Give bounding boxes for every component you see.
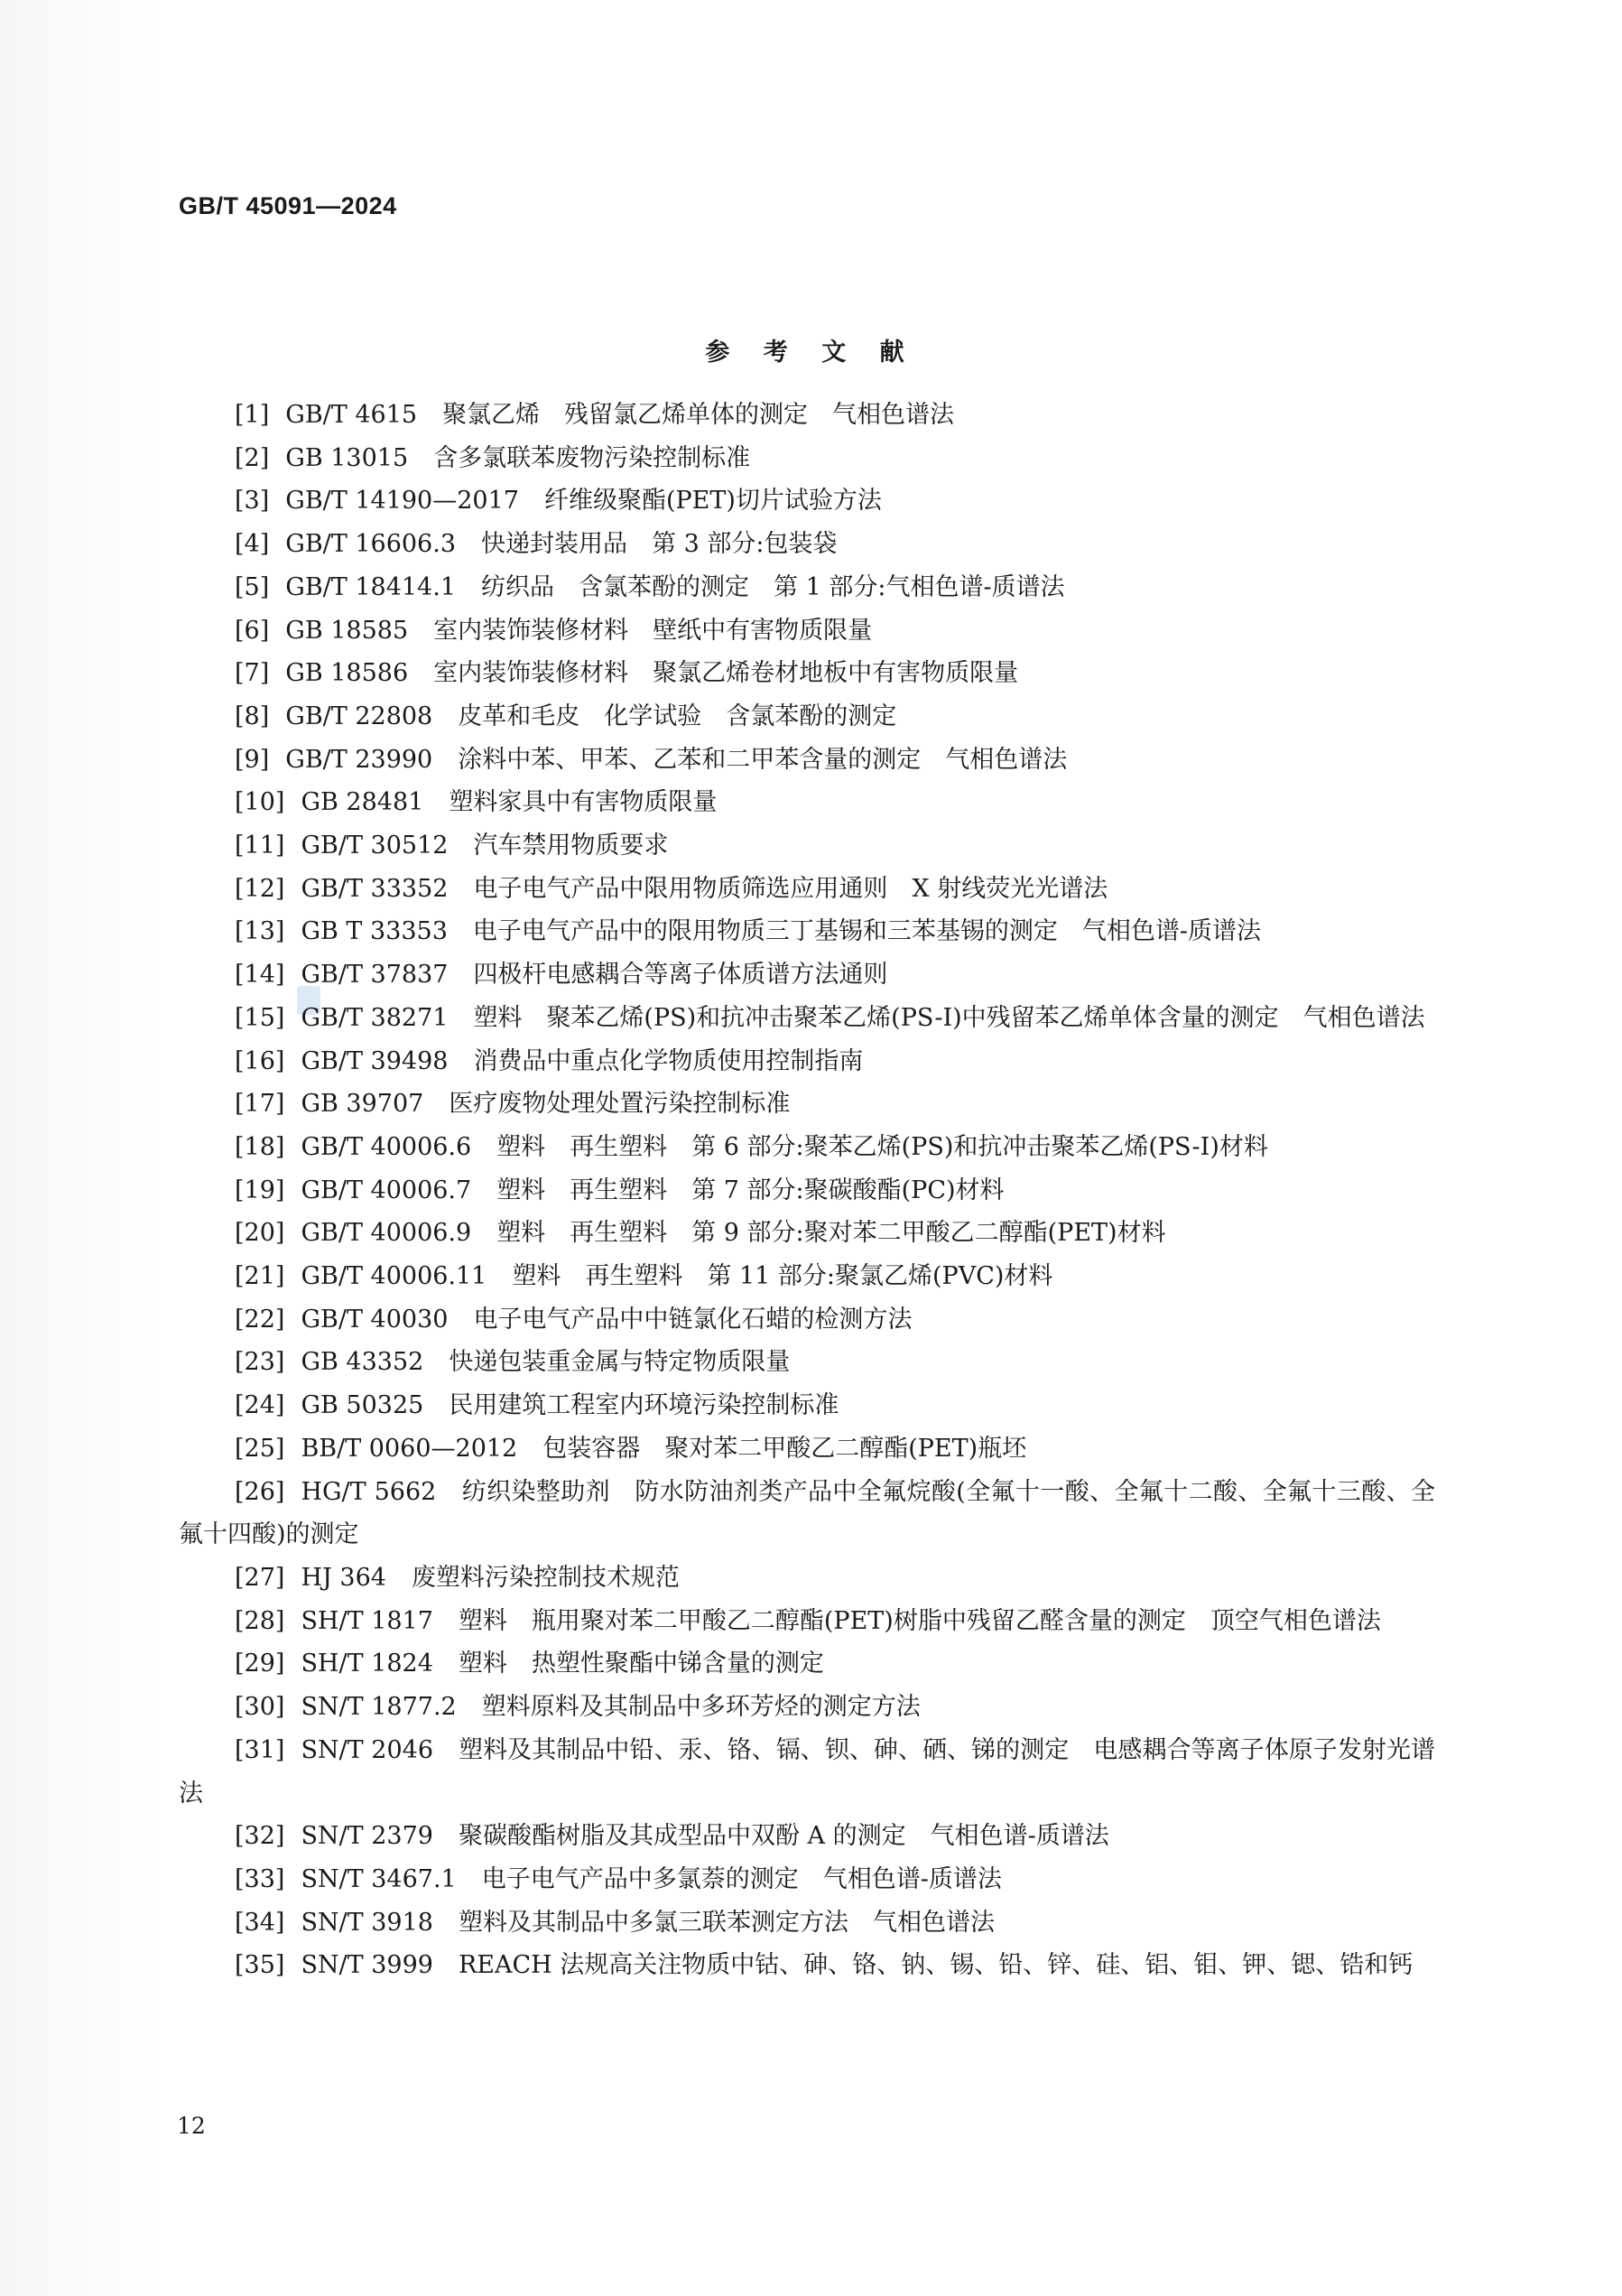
reference-number: [22]	[235, 1305, 285, 1334]
reference-item	[179, 1729, 1435, 1815]
reference-item	[179, 1944, 1435, 1987]
reference-title: 电子电气产品中多氯萘的测定 气相色谱-质谱法	[481, 1864, 1002, 1893]
reference-code: BB/T 0060—2012	[301, 1434, 518, 1463]
page-number: 12	[177, 2113, 206, 2139]
reference-title: 塑料 热塑性聚酯中锑含量的测定	[458, 1650, 824, 1678]
reference-item	[179, 739, 1435, 782]
reference-number: [26]	[235, 1477, 285, 1506]
reference-number: [34]	[235, 1908, 285, 1937]
reference-item	[179, 1255, 1435, 1298]
reference-title: 汽车禁用物质要求	[473, 832, 669, 860]
reference-item	[179, 1686, 1435, 1729]
reference-item	[179, 1298, 1435, 1342]
reference-number: [6]	[235, 616, 270, 645]
reference-item	[179, 1083, 1435, 1126]
reference-number: [10]	[235, 788, 285, 817]
reference-number: [3]	[235, 487, 270, 516]
reference-number: [29]	[235, 1650, 285, 1678]
reference-title: 纺织染整助剂 防水防油剂类产品中全氟烷酸(全氟十一酸、全氟十二酸、全氟十三酸、全氟十四酸)的测定	[179, 1477, 1435, 1549]
reference-number: [33]	[235, 1864, 285, 1893]
section-title: 参 考 文 献	[705, 339, 917, 367]
reference-number: [35]	[235, 1951, 285, 1980]
reference-code: GB 18585	[285, 616, 409, 645]
reference-title: 塑料及其制品中多氯三联苯测定方法 气相色谱法	[458, 1908, 995, 1937]
reference-item	[179, 1642, 1435, 1686]
reference-title: 塑料 再生塑料 第 11 部分:聚氯乙烯(PVC)材料	[512, 1262, 1053, 1291]
reference-item	[179, 953, 1435, 997]
reference-number: [12]	[235, 874, 285, 903]
reference-code: GB/T 22808	[285, 702, 433, 730]
reference-number: [16]	[235, 1046, 285, 1075]
reference-code: GB/T 30512	[301, 832, 449, 860]
reference-title: 消费品中重点化学物质使用控制指南	[473, 1046, 864, 1075]
reference-code: GB/T 38271	[301, 1003, 449, 1032]
reference-number: [8]	[235, 702, 270, 730]
reference-code: SH/T 1817	[301, 1606, 433, 1635]
reference-number: [32]	[235, 1822, 285, 1851]
reference-item	[179, 1427, 1435, 1471]
reference-number: [21]	[235, 1262, 285, 1291]
reference-code: SN/T 3918	[301, 1908, 433, 1937]
reference-title: 塑料 再生塑料 第 9 部分:聚对苯二甲酸乙二醇酯(PET)材料	[496, 1219, 1166, 1248]
reference-code: GB/T 39498	[301, 1046, 449, 1075]
reference-item	[179, 910, 1435, 953]
reference-title: 快递封装用品 第 3 部分:包装袋	[481, 530, 838, 559]
reference-item	[179, 1212, 1435, 1255]
reference-code: GB/T 18414.1	[285, 572, 456, 601]
reference-item	[179, 824, 1435, 868]
reference-number: [28]	[235, 1606, 285, 1635]
reference-title: 涂料中苯、甲苯、乙苯和二甲苯含量的测定 气相色谱法	[458, 745, 1068, 774]
reference-title: 塑料家具中有害物质限量	[449, 788, 718, 817]
reference-title: 包装容器 聚对苯二甲酸乙二醇酯(PET)瓶坯	[542, 1434, 1027, 1463]
reference-title: 快递包装重金属与特定物质限量	[449, 1348, 791, 1377]
reference-item	[179, 1557, 1435, 1600]
reference-code: GB/T 40006.9	[301, 1219, 472, 1248]
reference-title: 塑料原料及其制品中多环芳烃的测定方法	[481, 1693, 921, 1722]
reference-title: 室内装饰装修材料 聚氯乙烯卷材地板中有害物质限量	[433, 659, 1019, 688]
reference-title: 电子电气产品中的限用物质三丁基锡和三苯基锡的测定 气相色谱-质谱法	[472, 917, 1262, 946]
standard-id-header: GB/T 45091—2024	[179, 192, 397, 219]
reference-title: 皮革和毛皮 化学试验 含氯苯酚的测定	[458, 702, 897, 730]
reference-item	[179, 479, 1435, 523]
reference-code: GB/T 40006.6	[301, 1132, 472, 1161]
reference-item	[179, 437, 1435, 480]
reference-item	[179, 868, 1435, 911]
reference-code: GB/T 4615	[285, 401, 418, 429]
reference-number: [25]	[235, 1434, 285, 1463]
reference-item	[179, 609, 1435, 653]
reference-number: [7]	[235, 659, 270, 688]
reference-code: SN/T 3999	[301, 1951, 433, 1980]
reference-item	[179, 1341, 1435, 1384]
reference-item	[179, 566, 1435, 609]
reference-item	[179, 1471, 1435, 1557]
reference-item	[179, 781, 1435, 824]
reference-number: [15]	[235, 1003, 285, 1032]
reference-code: SN/T 2046	[301, 1735, 434, 1764]
reference-item	[179, 695, 1435, 739]
reference-item	[179, 1858, 1435, 1901]
reference-code: GB/T 40006.11	[301, 1262, 487, 1291]
reference-title: 聚碳酸酯树脂及其成型品中双酚 A 的测定 气相色谱-质谱法	[458, 1822, 1109, 1851]
reference-item	[179, 1126, 1435, 1169]
reference-item	[179, 1169, 1435, 1213]
reference-title: 含多氯联苯废物污染控制标准	[433, 443, 751, 472]
reference-code: HG/T 5662	[301, 1477, 437, 1506]
reference-code: GB/T 33352	[301, 874, 449, 903]
reference-code: GB/T 14190—2017	[285, 487, 519, 516]
reference-item	[179, 1384, 1435, 1427]
reference-code: GB 28481	[301, 788, 424, 817]
reference-number: [1]	[235, 401, 270, 429]
reference-title: 废塑料污染控制技术规范	[411, 1563, 680, 1592]
reference-item	[179, 394, 1435, 437]
reference-code: GB/T 37837	[301, 961, 449, 990]
reference-title: 塑料 再生塑料 第 7 部分:聚碳酸酯(PC)材料	[496, 1176, 1005, 1204]
reference-title: 民用建筑工程室内环境污染控制标准	[449, 1391, 839, 1420]
reference-title: REACH 法规高关注物质中钴、砷、铬、钠、锡、铅、锌、硅、铝、钼、钾、锶、锆和钙	[458, 1951, 1413, 1980]
reference-item	[179, 1040, 1435, 1083]
reference-number: [11]	[235, 832, 285, 860]
reference-title: 四极杆电感耦合等离子体质谱方法通则	[473, 961, 888, 990]
reference-title: 室内装饰装修材料 壁纸中有害物质限量	[433, 616, 873, 645]
reference-number: [9]	[235, 745, 270, 774]
reference-item	[179, 523, 1435, 566]
reference-number: [19]	[235, 1176, 285, 1204]
reference-number: [30]	[235, 1693, 285, 1722]
reference-title: 电子电气产品中中链氯化石蜡的检测方法	[473, 1305, 913, 1334]
reference-number: [27]	[235, 1563, 285, 1592]
reference-title: 塑料 聚苯乙烯(PS)和抗冲击聚苯乙烯(PS-I)中残留苯乙烯单体含量的测定 气相色谱法	[473, 1003, 1425, 1032]
reference-code: GB/T 40006.7	[301, 1176, 472, 1204]
reference-number: [18]	[235, 1132, 285, 1161]
reference-item	[179, 1600, 1435, 1643]
reference-number: [20]	[235, 1219, 285, 1248]
reference-title: 纤维级聚酯(PET)切片试验方法	[543, 487, 882, 516]
reference-code: SH/T 1824	[301, 1650, 433, 1678]
reference-list	[179, 394, 1435, 1987]
reference-number: [2]	[235, 443, 270, 472]
reference-title: 纺织品 含氯苯酚的测定 第 1 部分:气相色谱-质谱法	[481, 572, 1065, 601]
reference-item	[179, 1901, 1435, 1945]
reference-code: SN/T 2379	[301, 1822, 433, 1851]
reference-item	[179, 997, 1435, 1040]
reference-item	[179, 652, 1435, 695]
reference-code: GB 50325	[301, 1391, 424, 1420]
reference-code: SN/T 3467.1	[301, 1864, 457, 1893]
reference-title: 塑料 再生塑料 第 6 部分:聚苯乙烯(PS)和抗冲击聚苯乙烯(PS-I)材料	[496, 1132, 1268, 1161]
reference-title: 电子电气产品中限用物质筛选应用通则 X 射线荧光光谱法	[473, 874, 1108, 903]
reference-number: [14]	[235, 961, 285, 990]
reference-code: GB 13015	[285, 443, 409, 472]
reference-number: [5]	[235, 572, 270, 601]
reference-code: GB/T 40030	[301, 1305, 449, 1334]
reference-code: SN/T 1877.2	[301, 1693, 457, 1722]
reference-title: 塑料及其制品中铅、汞、铬、镉、钡、砷、硒、锑的测定 电感耦合等离子体原子发射光谱法	[179, 1735, 1435, 1808]
reference-number: [23]	[235, 1348, 285, 1377]
reference-code: HJ 364	[301, 1563, 386, 1592]
reference-code: GB 43352	[301, 1348, 424, 1377]
reference-number: [4]	[235, 530, 270, 559]
reference-code: GB/T 16606.3	[285, 530, 456, 559]
reference-number: [24]	[235, 1391, 285, 1420]
reference-number: [13]	[235, 917, 285, 946]
reference-item	[179, 1815, 1435, 1858]
reference-code: GB/T 23990	[285, 745, 433, 774]
reference-title: 医疗废物处理处置污染控制标准	[449, 1090, 791, 1119]
reference-title: 聚氯乙烯 残留氯乙烯单体的测定 气相色谱法	[442, 401, 955, 429]
reference-number: [17]	[235, 1090, 285, 1119]
reference-code: GB 18586	[285, 659, 409, 688]
reference-code: GB T 33353	[301, 917, 448, 946]
reference-code: GB 39707	[301, 1090, 424, 1119]
reference-title: 塑料 瓶用聚对苯二甲酸乙二醇酯(PET)树脂中残留乙醛含量的测定 顶空气相色谱法	[458, 1606, 1381, 1635]
reference-number: [31]	[235, 1735, 285, 1764]
